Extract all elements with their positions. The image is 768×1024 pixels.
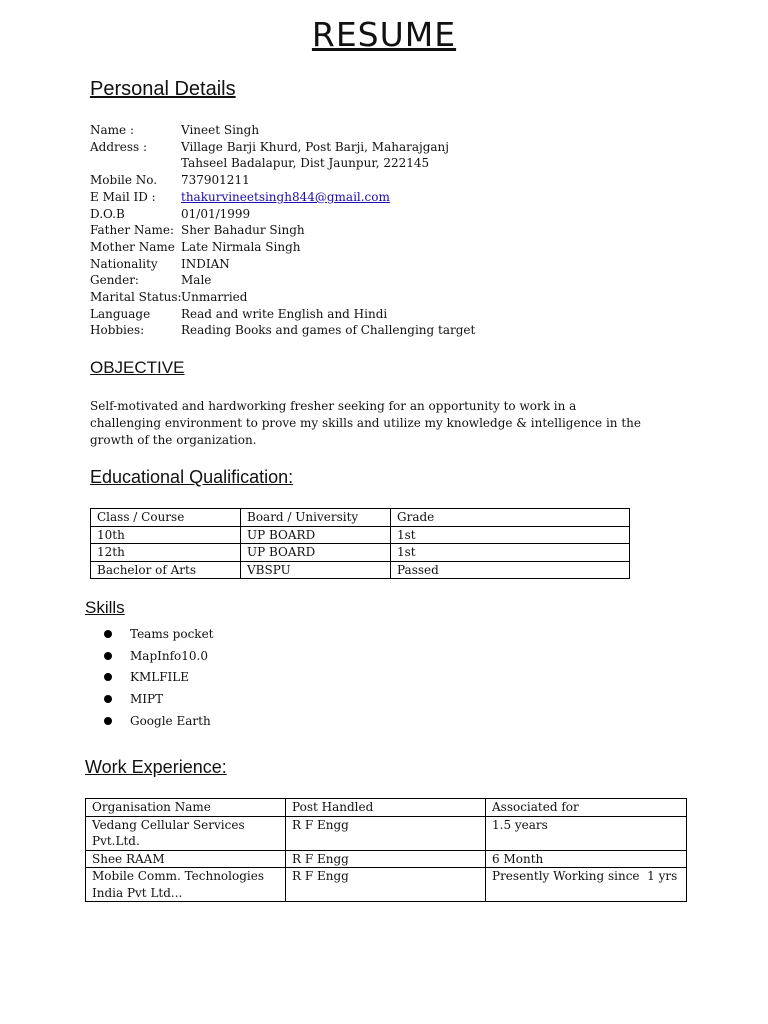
skill-label: KMLFILE (130, 670, 190, 685)
skill-label: MIPT (130, 692, 164, 707)
email-link[interactable]: thakurvineetsingh844@gmail.com (181, 189, 390, 204)
objective-heading: OBJECTIVE (90, 358, 185, 377)
education-heading: Educational Qualification: (90, 467, 294, 487)
table-header-row (91, 509, 630, 527)
detail-label: Father Name: (90, 223, 175, 238)
table-cell: R F Engg (286, 868, 486, 902)
list-item (104, 689, 214, 711)
detail-row-address (90, 139, 475, 156)
table-cell: 6 Month (486, 850, 687, 868)
detail-row-marital (90, 289, 475, 306)
detail-label (90, 155, 181, 172)
table-row (91, 544, 630, 562)
list-item (104, 711, 214, 733)
table-row (86, 816, 687, 850)
detail-value: Read and write English and Hindi (181, 306, 388, 321)
table-cell: Passed (391, 561, 630, 579)
skill-label: Teams pocket (130, 627, 214, 641)
skills-list (104, 624, 214, 732)
table-row (86, 850, 687, 868)
table-cell: 1st (391, 544, 630, 562)
detail-value: 737901211 (181, 173, 250, 188)
detail-row-language (90, 306, 475, 323)
table-cell: Mobile Comm. Technologies India Pvt Ltd... (86, 868, 286, 902)
objective-text: Self-motivated and hardworking fresher seeking for an opportunity to work in a challenging environment to prove my skills and utilize my knowledge & intelligence in the growth of the organization. (90, 399, 641, 447)
list-item (104, 624, 214, 646)
table-header-cell: Class / Course (91, 509, 241, 527)
bullet-icon (104, 695, 112, 703)
detail-row-father (90, 222, 475, 239)
detail-label: Mother Name (90, 239, 175, 254)
work-experience-heading: Work Experience: (85, 757, 227, 777)
table-row (91, 561, 630, 579)
detail-row-mother (90, 239, 475, 256)
detail-row-mobile (90, 172, 475, 189)
table-header-cell: Post Handled (286, 799, 486, 817)
table-cell: Presently Working since 1 yrs (486, 868, 687, 902)
table-cell: UP BOARD (241, 526, 391, 544)
table-header-cell: Associated for (486, 799, 687, 817)
table-row (91, 526, 630, 544)
detail-value: Village Barji Khurd, Post Barji, Maharajganj (181, 139, 449, 154)
detail-row-email (90, 189, 475, 206)
detail-label: Nationality (90, 256, 158, 271)
bullet-icon (104, 717, 112, 725)
skill-label: MapInfo10.0 (130, 648, 208, 663)
detail-label: Marital Status: (90, 290, 182, 305)
list-item (104, 646, 214, 668)
detail-value: INDIAN (181, 256, 230, 271)
table-cell: Vedang Cellular Services Pvt.Ltd. (86, 816, 286, 850)
detail-value: Sher Bahadur Singh (181, 223, 305, 238)
table-header-cell: Board / University (241, 509, 391, 527)
table-cell: 1st (391, 526, 630, 544)
detail-value: Reading Books and games of Challenging target (181, 323, 476, 338)
table-cell: R F Engg (286, 816, 486, 850)
work-experience-table (85, 798, 687, 902)
detail-row-address-line2 (90, 155, 475, 172)
detail-label: D.O.B (90, 206, 125, 221)
detail-label: Name : (90, 123, 134, 137)
table-cell: R F Engg (286, 850, 486, 868)
detail-row-name (90, 122, 475, 139)
resume-title: RESUME (311, 15, 457, 54)
table-header-cell: Organisation Name (86, 799, 286, 817)
table-cell: 1.5 years (486, 816, 687, 850)
table-cell: Bachelor of Arts (91, 561, 241, 579)
skills-heading: Skills (85, 598, 125, 617)
table-header-row (86, 799, 687, 817)
detail-value: Unmarried (181, 290, 248, 305)
detail-value: Tahseel Badalapur, Dist Jaunpur, 222145 (181, 156, 430, 171)
bullet-icon (104, 630, 112, 638)
detail-label: Address : (90, 139, 148, 154)
detail-value: Late Nirmala Singh (181, 239, 301, 254)
table-cell: UP BOARD (241, 544, 391, 562)
detail-value: Male (181, 273, 212, 288)
personal-details (90, 122, 475, 339)
table-cell: 12th (91, 544, 241, 562)
detail-row-hobbies (90, 322, 475, 339)
detail-row-gender (90, 272, 475, 289)
detail-label: Mobile No. (90, 173, 158, 188)
skill-label: Google Earth (130, 713, 211, 728)
detail-row-dob (90, 206, 475, 223)
bullet-icon (104, 652, 112, 660)
personal-details-heading: Personal Details (90, 78, 236, 100)
table-cell: 10th (91, 526, 241, 544)
detail-row-nationality (90, 256, 475, 273)
detail-label: Language (90, 306, 151, 321)
table-row (86, 868, 687, 902)
bullet-icon (104, 673, 112, 681)
detail-label: Gender: (90, 273, 139, 288)
table-cell: Shee RAAM (86, 850, 286, 868)
detail-label: E Mail ID : (90, 189, 156, 204)
table-cell: VBSPU (241, 561, 391, 579)
detail-value: 01/01/1999 (181, 206, 251, 221)
detail-label: Hobbies: (90, 323, 145, 338)
table-header-cell: Grade (391, 509, 630, 527)
list-item (104, 667, 214, 689)
detail-value: Vineet Singh (181, 123, 260, 137)
education-table (90, 508, 630, 579)
